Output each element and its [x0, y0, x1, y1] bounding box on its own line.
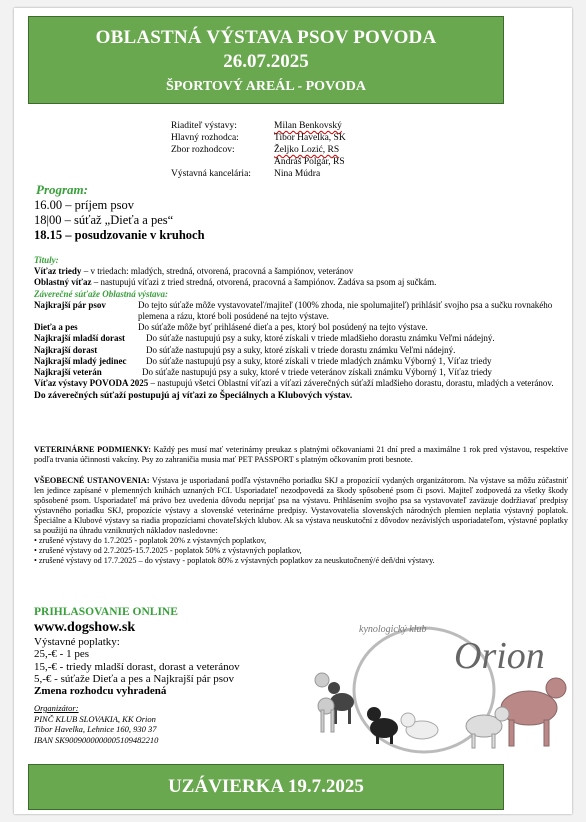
registration-link[interactable]: www.dogshow.sk: [34, 620, 136, 635]
official-role: Hlavný rozhodca:: [171, 133, 239, 143]
competition-row: [34, 333, 568, 344]
organizer-name: PINČ KLUB SLOVAKIA, KK Orion: [34, 713, 156, 724]
fees-list: [34, 636, 240, 697]
competition-desc: Do súťaže môže byť prihlásené dieťa a pes, ktorý bol posúdený na tejto výstave.: [138, 322, 428, 333]
official-name: Tibor Havelka, SK: [274, 133, 346, 143]
official-name: Nina Múdra: [274, 169, 321, 179]
deadline-banner: UZÁVIERKA 19.7.2025: [28, 764, 504, 810]
official-row: [171, 168, 346, 180]
competition-row: [34, 367, 568, 378]
vet-label: VETERINÁRNE PODMIENKY:: [34, 445, 151, 454]
official-role: Zbor rozhodcov:: [171, 145, 235, 155]
club-logo: [304, 610, 572, 760]
organizer-label: Organizátor:: [34, 703, 79, 713]
rules-text: Výstava je usporiadaná podľa výstavného poriadku SKJ a propozícií vydaných organizátorom. Na výstave sa môžu zúčastniť len jedince zapísané v plemenných knihách uznaných FCI. Usporiadateľ nezodpovedá za škody spôsobené psom či psovi. Majiteľ zodpovedá za všetky škody spôsobené psom. Usporiadateľ má právo bez uvedenia dôvodu neprijať psa na výstavu. Prihlásením svojho psa sa vystavovateľ zaväzuje dodržiavať predpisy výstavného poriadku SKJ, propozície výstavy a slovenské veterinárne predpisy. Vystavovatelia slovenských národných plemien neplatia výstavný poplatok. Špeciálne a Klubové výstavy sa riadia propozíciami chovateľských klubov. Ak sa výstava neuskutoční z dôvodov nezávislých usporiadateľom, výstavné poplatky sa použijú na úhradu vzniknutých nákladov nasledovne:: [34, 476, 568, 535]
competition-desc: Do tejto súťaže môže vystavovateľ/majiteľ (100% zhoda, nie spolumajiteľ) prihlásiť svojho psa a sučku rovnakého plemena a rázu, ktoré boli posúdené na tejto výstave.: [138, 299, 553, 322]
general-rules: [34, 476, 568, 566]
competition-row: [34, 345, 568, 356]
show-date: 26.07.2025: [223, 51, 309, 72]
title-name: Víťaz triedy: [34, 266, 82, 277]
official-row: [171, 120, 346, 132]
competition-name: Víťaz výstavy POVODA 2025: [34, 378, 149, 389]
official-row: [171, 132, 346, 144]
competition-name: Dieťa a pes: [34, 322, 78, 333]
competition-row: [34, 300, 568, 322]
orion-logo-image: [304, 610, 572, 760]
competition-desc: Do súťaže nastupujú psy a suky, ktoré v triede veteránov získali známku Výborný 1, Víťaz triedy: [142, 367, 492, 378]
title-class-winner: [34, 266, 568, 277]
competition-name: Najkrajší veterán: [34, 367, 102, 378]
program-heading: Program:: [36, 182, 88, 197]
rules-label: VŠEOBECNÉ USTANOVENIA:: [34, 476, 150, 485]
vet-conditions: [34, 445, 568, 465]
official-name: Andráš Polgár, RS: [274, 157, 345, 167]
official-role: Výstavná kancelária:: [171, 169, 251, 179]
competition-name: Najkrajší pár psov: [34, 299, 106, 310]
program-item: 18|00 – súťaž „Dieťa a pes“: [34, 213, 174, 227]
titles-section: [34, 255, 568, 403]
fee-item: 15,-€ - triedy mladší dorast, dorast a veteránov: [34, 660, 240, 673]
organizer-address: Tibor Havelka, Lehnice 160, 930 37: [34, 724, 157, 734]
competition-name: Najkrajší dorast: [34, 344, 98, 355]
titles-heading: Tituly:: [34, 255, 59, 265]
discount-item: • zrušené výstavy do 1.7.2025 - poplatok 20% z výstavných poplatkov,: [34, 536, 267, 545]
fees-heading: Výstavné poplatky:: [34, 636, 120, 648]
header-banner: [28, 16, 504, 104]
competitions-heading: Záverečné súťaže Oblastná výstava:: [34, 288, 169, 299]
logo-club-text: kynologický klub: [359, 624, 427, 635]
competition-name: Najkrajší mladší dorast: [34, 333, 126, 344]
competition-desc: Do súťaže nastupujú psy a suky, ktoré získali v triede mladých známku Výborný 1, Víťaz triedy: [146, 355, 492, 366]
registration-heading: PRIHLASOVANIE ONLINE: [34, 606, 178, 618]
title-name: Oblastný víťaz: [34, 277, 92, 288]
competition-name: Najkrajší mladý jedinec: [34, 355, 127, 366]
rules-paragraph: [34, 476, 568, 536]
program-item: 16.00 – príjem psov: [34, 198, 134, 212]
discount-item: • zrušené výstavy od 2.7.2025-15.7.2025 - poplatok 50% z výstavných poplatkov,: [34, 546, 302, 555]
program-list: [34, 198, 205, 243]
competition-row: [34, 356, 568, 367]
official-name: Željko Lozić, RS: [274, 145, 340, 155]
organizer-block: [34, 703, 158, 745]
program-item: 18.15 – posudzovanie v kruhoch: [34, 228, 205, 242]
organizer-iban: IBAN SK9009000000005109482210: [34, 734, 159, 745]
competition-row: [34, 378, 568, 389]
official-role: Riaditeľ výstavy:: [171, 121, 237, 131]
fee-item: 25,-€ - 1 pes: [34, 648, 89, 661]
judge-change-note: Zmena rozhodcu vyhradená: [34, 685, 167, 698]
final-note: Do záverečných súťaží postupujú aj víťazi zo Špeciálnych a Klubových výstav.: [34, 391, 353, 402]
poster-page: [14, 8, 572, 814]
show-title: OBLASTNÁ VÝSTAVA PSOV POVODA: [95, 27, 437, 48]
competition-desc: – nastupujú všetci Oblastní víťazi a víťazi záverečných súťaží mladšieho dorastu, dorastu, mladých a veteránov.: [148, 378, 554, 389]
show-venue: ŠPORTOVÝ AREÁL - POVODA: [165, 79, 367, 94]
official-name: Milan Benkovský: [274, 121, 342, 131]
title-desc: – v triedach: mladých, stredná, otvorená, pracovná a šampiónov, veteránov: [81, 266, 354, 277]
logo-name: Orion: [454, 635, 545, 677]
competition-desc: Do súťaže nastupujú psy a suky, ktoré získali v triede dorastu známku Veľmi nádejný.: [146, 344, 456, 355]
official-row: [171, 144, 346, 156]
competition-row: [34, 322, 568, 333]
officials-list: [171, 120, 346, 180]
vet-text: Každý pes musí mať veterinárny preukaz s platnými očkovaniami 21 dní pred a maximálne 1 rok pred výstavou, respektíve podľa trvania účinnosti vakcíny. Psy zo zahraničia musia mať PET PASSPORT s platným očkovaním proti besnote.: [34, 445, 568, 464]
title-desc: – nastupujú víťazi z tried stredná, otvorená, pracovná a šampiónov. Zadáva sa psom aj sučkám.: [91, 277, 437, 288]
official-role: [171, 156, 274, 168]
fee-item: 5,-€ - súťaže Dieťa a pes a Najkrajší pár psov: [34, 672, 234, 685]
title-regional-winner: [34, 277, 568, 288]
official-row: [171, 156, 346, 168]
discount-item: • zrušené výstavy od 17.7.2025 – do výstavy - poplatok 80% z výstavných poplatkov za neuskutočnený/é deň/dni výstavy.: [34, 556, 435, 565]
competition-desc: Do súťaže nastupujú psy a suky, ktoré získali v triede mladšieho dorastu známku Veľmi nádejný.: [146, 333, 495, 344]
